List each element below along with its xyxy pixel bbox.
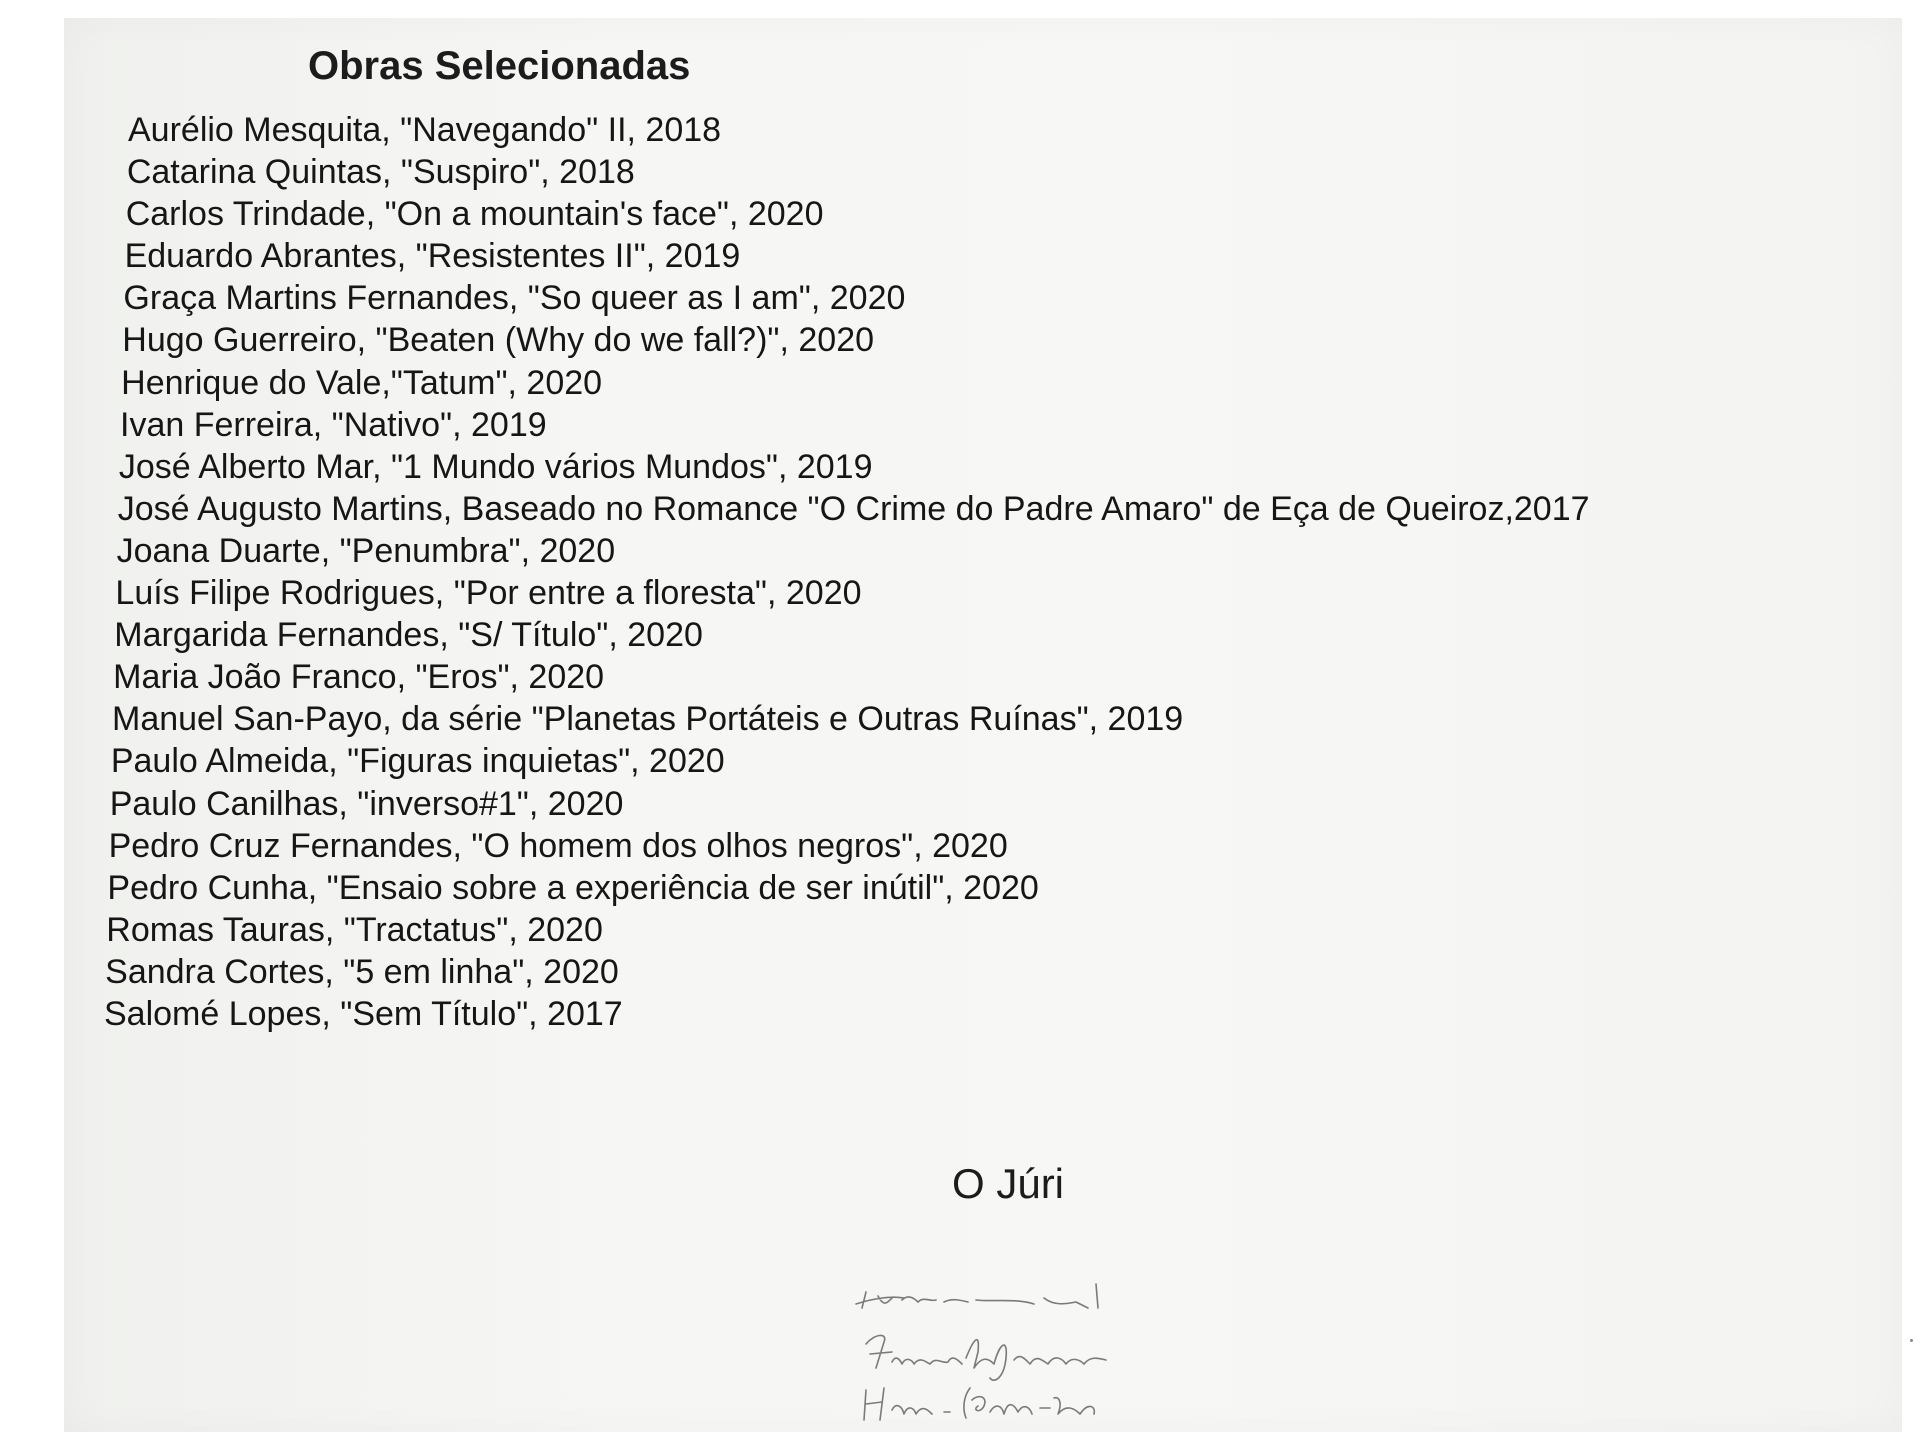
work-item: Sandra Cortes, "5 em linha", 2020 [105, 952, 619, 991]
work-item: Aurélio Mesquita, "Navegando" II, 2018 [128, 111, 722, 149]
document-title: Obras Selecionadas [308, 44, 691, 88]
work-item: Pedro Cruz Fernandes, "O homem dos olhos negros", 2020 [108, 826, 1008, 865]
work-item: Paulo Almeida, "Figuras inquietas", 2020 [110, 742, 725, 781]
work-item: Catarina Quintas, "Suspiro", 2018 [126, 153, 635, 192]
work-item: Manuel San-Payo, da série "Planetas Portáteis e Outras Ruínas", 2019 [112, 700, 1184, 739]
jury-signatures [844, 1268, 1204, 1438]
work-item: Romas Tauras, "Tractatus", 2020 [106, 910, 603, 949]
paper-speck [1910, 1339, 1913, 1342]
work-item: Eduardo Abrantes, "Resistentes II", 2019 [124, 237, 741, 276]
work-item: Graça Martins Fernandes, "So queer as I am", 2020 [123, 279, 906, 318]
work-item: José Augusto Martins, Baseado no Romance "O Crime do Padre Amaro" de Eça de Queiroz,2017 [117, 489, 1590, 528]
work-item: Ivan Ferreira, "Nativo", 2019 [120, 405, 547, 444]
work-item: Paulo Canilhas, "inverso#1", 2020 [109, 784, 624, 823]
work-item: Pedro Cunha, "Ensaio sobre a experiência de ser inútil", 2020 [107, 868, 1039, 907]
jury-label: O Júri [952, 1160, 1065, 1207]
document-page [64, 18, 1902, 1432]
work-item: Luís Filipe Rodrigues, "Por entre a floresta", 2020 [115, 574, 862, 613]
work-item: Joana Duarte, "Penumbra", 2020 [116, 531, 616, 570]
work-item: Maria João Franco, "Eros", 2020 [113, 658, 605, 697]
work-item: Hugo Guerreiro, "Beaten (Why do we fall?)", 2020 [122, 321, 875, 360]
work-item: Henrique do Vale,"Tatum", 2020 [121, 363, 603, 402]
work-item: Margarida Fernandes, "S/ Título", 2020 [114, 616, 703, 655]
work-item: Carlos Trindade, "On a mountain's face", 2020 [125, 195, 824, 234]
work-item: Salomé Lopes, "Sem Título", 2017 [104, 995, 623, 1033]
work-item: José Alberto Mar, "1 Mundo vários Mundos", 2019 [118, 447, 873, 486]
